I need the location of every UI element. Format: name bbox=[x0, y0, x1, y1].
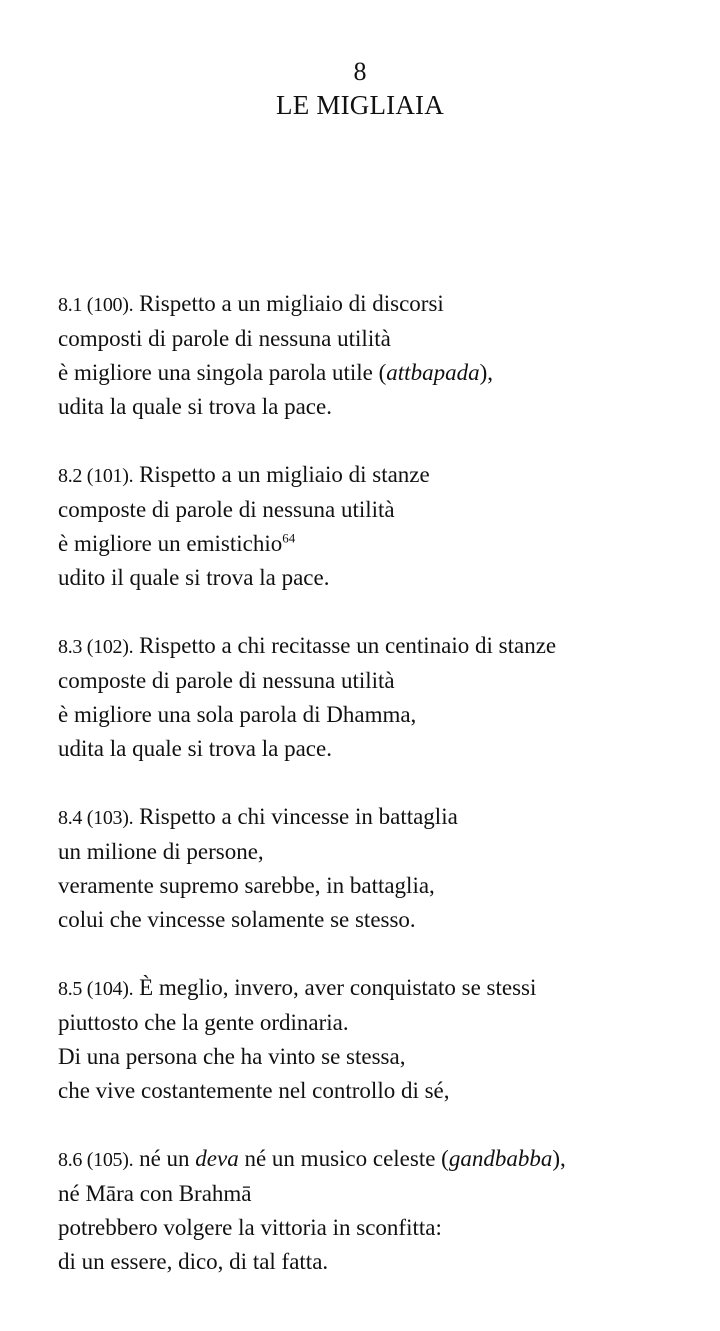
stanza-text: Rispetto a chi vincesse in battaglia bbox=[139, 804, 458, 829]
stanza-text: udita la quale si trova la pace. bbox=[58, 394, 332, 419]
chapter-number: 8 bbox=[353, 57, 367, 86]
stanza-line bbox=[58, 1177, 713, 1211]
stanza-line bbox=[58, 287, 713, 322]
stanza-8-6 bbox=[58, 1142, 713, 1279]
stanza-8-4 bbox=[58, 800, 713, 937]
stanza-text: Di una persona che ha vinto se stessa, bbox=[58, 1044, 406, 1069]
pali-term: gandbabba bbox=[448, 1146, 553, 1171]
stanza-text: che vive costantemente nel controllo di sé, bbox=[58, 1078, 450, 1103]
stanza-text: colui che vincesse solamente se stesso. bbox=[58, 907, 416, 932]
stanza-number: 8.6 (105). bbox=[58, 1149, 134, 1171]
stanza-line bbox=[58, 561, 713, 595]
stanza-text: udito il quale si trova la pace. bbox=[58, 565, 330, 590]
stanza-text: composte di parole di nessuna utilità bbox=[58, 497, 395, 522]
stanza-text: È meglio, invero, aver conquistato se stessi bbox=[139, 975, 537, 1000]
stanza-line bbox=[58, 356, 713, 390]
stanza-text: piuttosto che la gente ordinaria. bbox=[58, 1010, 349, 1035]
stanza-text: ), bbox=[552, 1146, 566, 1171]
stanza-line bbox=[58, 1040, 713, 1074]
stanza-text: un milione di persone, bbox=[58, 839, 264, 864]
stanza-line bbox=[58, 1245, 713, 1279]
stanza-line bbox=[58, 1211, 713, 1245]
stanza-8-3 bbox=[58, 629, 713, 766]
stanza-text: di un essere, dico, di tal fatta. bbox=[58, 1249, 329, 1274]
stanza-text: composte di parole di nessuna utilità bbox=[58, 668, 395, 693]
stanza-text: né un bbox=[139, 1146, 196, 1171]
stanza-number: 8.2 (101). bbox=[58, 465, 134, 487]
stanza-list bbox=[58, 287, 713, 1313]
stanza-line bbox=[58, 1074, 713, 1108]
stanza-line bbox=[58, 800, 713, 835]
stanza-line bbox=[58, 869, 713, 903]
stanza-text: né un musico celeste ( bbox=[238, 1146, 449, 1171]
stanza-8-1 bbox=[58, 287, 713, 424]
stanza-text: ), bbox=[479, 360, 493, 385]
stanza-line bbox=[58, 1006, 713, 1040]
chapter-header bbox=[0, 56, 720, 122]
footnote-marker[interactable]: 64 bbox=[282, 530, 296, 546]
stanza-line bbox=[58, 390, 713, 424]
pali-term: deva bbox=[195, 1146, 239, 1171]
stanza-line bbox=[58, 322, 713, 356]
stanza-text: veramente supremo sarebbe, in battaglia, bbox=[58, 873, 435, 898]
stanza-text: Rispetto a un migliaio di stanze bbox=[139, 462, 430, 487]
stanza-number: 8.1 (100). bbox=[58, 294, 134, 316]
stanza-8-5 bbox=[58, 971, 713, 1108]
stanza-line bbox=[58, 629, 713, 664]
chapter-title: LE MIGLIAIA bbox=[276, 90, 444, 120]
stanza-line bbox=[58, 527, 713, 561]
stanza-8-2 bbox=[58, 458, 713, 595]
stanza-text: potrebbero volgere la vittoria in sconfitta: bbox=[58, 1215, 442, 1240]
stanza-text: Rispetto a chi recitasse un centinaio di stanze bbox=[139, 633, 557, 658]
stanza-line bbox=[58, 698, 713, 732]
pali-term: attbapada bbox=[386, 360, 480, 385]
stanza-line bbox=[58, 1142, 713, 1177]
stanza-line bbox=[58, 732, 713, 766]
stanza-line bbox=[58, 493, 713, 527]
stanza-text: è migliore una sola parola di Dhamma, bbox=[58, 702, 417, 727]
stanza-line bbox=[58, 664, 713, 698]
stanza-text: Rispetto a un migliaio di discorsi bbox=[139, 291, 444, 316]
stanza-number: 8.4 (103). bbox=[58, 807, 134, 829]
stanza-number: 8.3 (102). bbox=[58, 636, 134, 658]
stanza-number: 8.5 (104). bbox=[58, 978, 134, 1000]
stanza-text: udita la quale si trova la pace. bbox=[58, 736, 332, 761]
stanza-line bbox=[58, 835, 713, 869]
stanza-line bbox=[58, 903, 713, 937]
stanza-text: composti di parole di nessuna utilità bbox=[58, 326, 391, 351]
stanza-line bbox=[58, 971, 713, 1006]
stanza-text: è migliore una singola parola utile ( bbox=[58, 360, 387, 385]
stanza-line bbox=[58, 458, 713, 493]
stanza-text: è migliore un emistichio bbox=[58, 531, 283, 556]
stanza-text: né Māra con Brahmā bbox=[58, 1181, 252, 1206]
